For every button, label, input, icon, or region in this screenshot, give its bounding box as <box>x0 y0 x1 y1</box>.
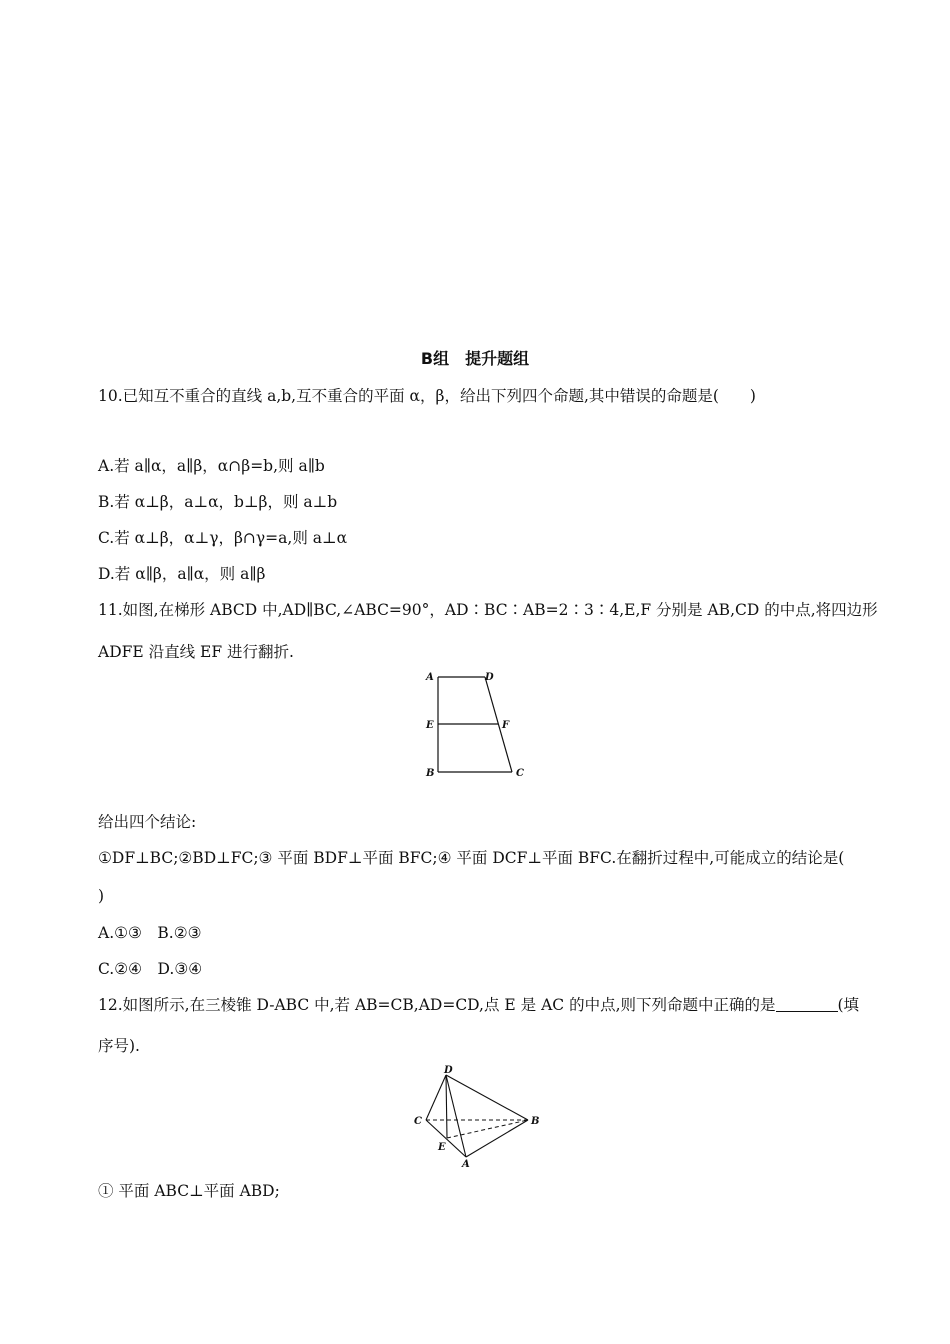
label-c: C <box>516 768 524 779</box>
q12-item-1: ① 平面 ABC⊥平面 ABD; <box>98 1182 280 1200</box>
q11-stem-line1: 11.如图,在梯形 ABCD 中,AD∥BC,∠ABC=90°，AD∶BC∶AB=2∶3∶4,E,F 分别是 AB,CD 的中点,将四边形 <box>98 601 878 619</box>
label-d: D <box>485 672 494 683</box>
q12-stem-text: 12.如图所示,在三棱锥 D-ABC 中,若 AB=CB,AD=CD,点 E 是 AC 的中点,则下列命题中正确的是 <box>98 996 776 1014</box>
q10-option-c: C.若 α⊥β，α⊥γ，β∩γ=a,则 a⊥α <box>98 529 348 547</box>
edge-ca <box>426 1120 466 1157</box>
q10-stem: 10.已知互不重合的直线 a,b,互不重合的平面 α，β，给出下列四个命题,其中错误的命题是( ) <box>98 387 756 405</box>
label-a: A <box>462 1159 470 1170</box>
q11-stem-line2: ADFE 沿直线 EF 进行翻折. <box>98 643 294 661</box>
edge-de <box>446 1075 447 1138</box>
label-b: B <box>531 1116 540 1127</box>
label-e: E <box>438 1142 446 1153</box>
q10-option-d: D.若 α∥β，a∥α，则 a∥β <box>98 565 266 583</box>
answer-blank <box>776 995 838 1012</box>
label-f: F <box>502 720 510 731</box>
q11-conclusions-line2: ) <box>98 887 105 905</box>
edge-ab <box>466 1120 528 1157</box>
q12-stem-line1 <box>98 995 859 1015</box>
q11-conclusions-intro: 给出四个结论: <box>98 813 197 831</box>
q11-options-line2: C.②④ D.③④ <box>98 960 203 978</box>
edge-dc <box>426 1075 446 1120</box>
pyramid-figure <box>408 1062 544 1172</box>
label-d: D <box>444 1065 453 1076</box>
label-e: E <box>426 720 434 731</box>
q11-options-line1: A.①③ B.②③ <box>98 924 202 942</box>
trapezoid-figure <box>420 668 530 780</box>
label-a: A <box>426 672 434 683</box>
edge-db <box>446 1075 528 1120</box>
q11-conclusions-line1: ①DF⊥BC;②BD⊥FC;③ 平面 BDF⊥平面 BFC;④ 平面 DCF⊥平面 BFC.在翻折过程中,可能成立的结论是( <box>98 849 845 867</box>
edge-da <box>446 1075 466 1157</box>
label-c: C <box>414 1116 422 1127</box>
label-b: B <box>426 768 435 779</box>
section-title: B组 提升题组 <box>420 349 530 368</box>
q10-option-b: B.若 α⊥β，a⊥α，b⊥β，则 a⊥b <box>98 493 338 511</box>
q10-option-a: A.若 a∥α，a∥β，α∩β=b,则 a∥b <box>98 457 325 475</box>
q12-stem-tail: (填 <box>837 996 860 1014</box>
q12-stem-line2: 序号). <box>98 1037 140 1055</box>
